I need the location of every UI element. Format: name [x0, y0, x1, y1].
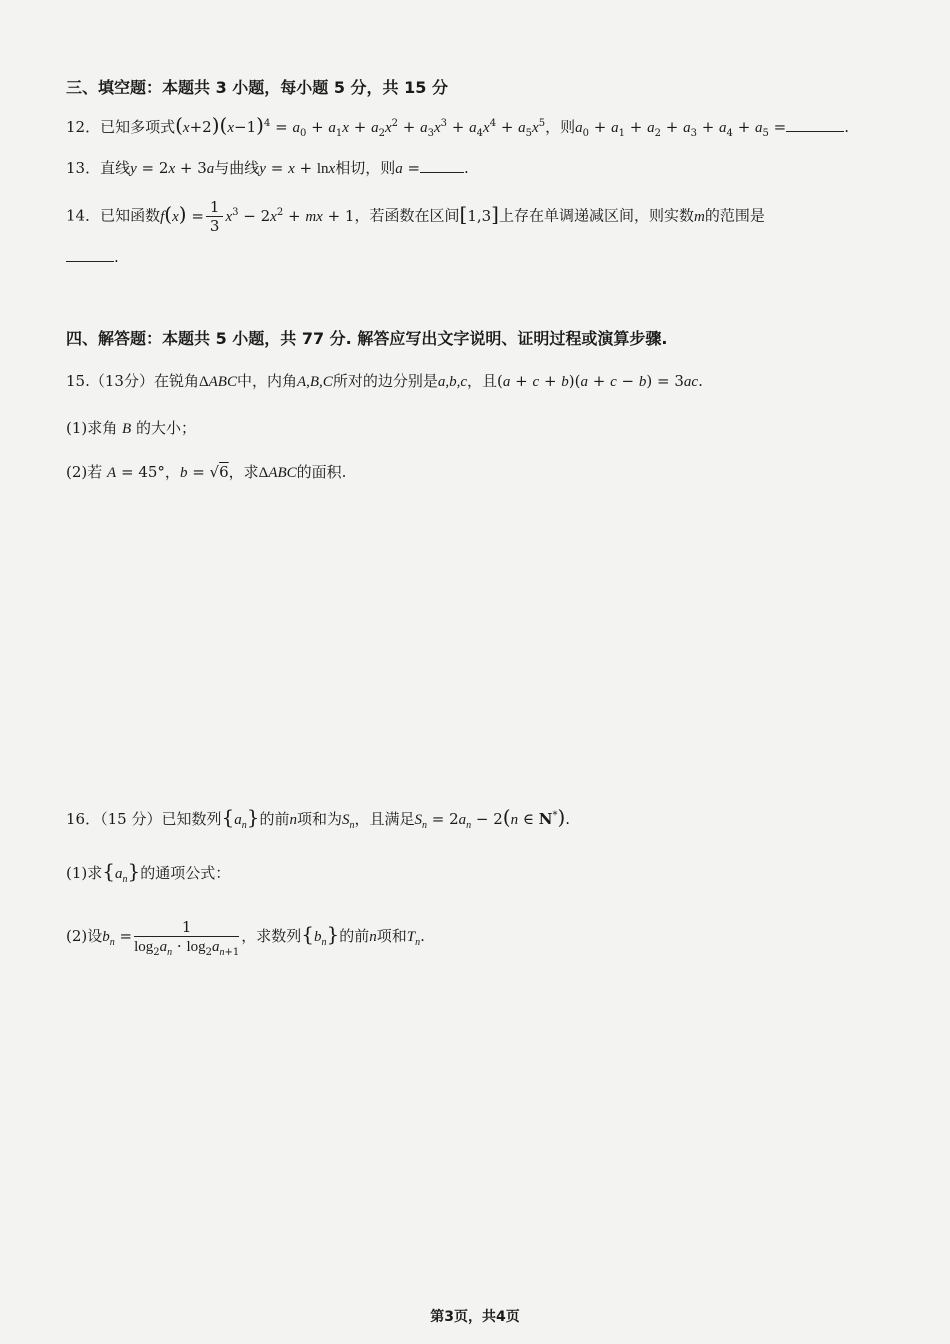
q14-end: . — [114, 248, 119, 266]
q15-lead: 在锐角 — [153, 372, 199, 390]
q16-p2-label: (2) — [66, 927, 88, 945]
q16-mid: 的前 — [259, 810, 290, 828]
question-16 — [66, 806, 570, 831]
q12-lead: 已知多项式 — [100, 118, 176, 136]
q14-answer-blank — [66, 247, 114, 262]
q13-end: . — [464, 159, 469, 177]
q13-tail: 相切，则 — [335, 159, 396, 177]
q15-mid2: 所对的边分别是 — [332, 372, 438, 390]
q15-p2-comma: ， — [164, 463, 180, 481]
q15-p2-label: (2) — [66, 463, 88, 481]
q13-var: a = — [395, 159, 421, 177]
q14-interval: [1,3] — [459, 201, 499, 226]
question-14 — [66, 198, 765, 235]
q13-curve-formula: y = x + lnx — [259, 159, 336, 177]
q16-p2-bn: $b_n$ = $\frac{1}{\log_2a_n \cdot \log_2a_{n+1}}$ — [102, 918, 240, 958]
question-16-part-1 — [66, 860, 230, 885]
q15-angles: A,B,C — [296, 374, 333, 390]
q16-p2-sequence: $\{b_n\}$ — [301, 922, 340, 948]
section-3-heading: 三、填空题：本题共 3 小题，每小题 5 分，共 15 分 — [66, 78, 448, 97]
q13-number: 13． — [66, 159, 101, 177]
q16-p2-mid2: 项和 — [376, 927, 407, 945]
question-14-answer-line — [66, 246, 119, 268]
q15-mid: 中，内角 — [236, 372, 297, 390]
q14-var: m — [694, 208, 705, 225]
q16-lead: 已知数列 — [161, 810, 222, 828]
q16-p2-mid: 的前 — [339, 927, 370, 945]
q14-function: f(x) = $\frac{1}{3}$ $x^3 - 2x^2$ + mx + 1 — [160, 198, 355, 235]
q16-p1-text: 求 — [87, 864, 103, 882]
q15-sides: a,b,c — [437, 374, 468, 390]
q16-sn: $S_n$ — [341, 812, 355, 831]
q12-end: . — [844, 118, 850, 136]
q14-tail: 上存在单调递减区间，则实数 — [498, 206, 694, 225]
q15-tail: ，且 — [467, 372, 498, 390]
q12-sum: $a_0 + a_1 + a_2 + a_3 + a_4 + a_5$ = — [575, 118, 787, 139]
q15-number: 15.（13分） — [66, 372, 154, 390]
q12-number: 12． — [66, 118, 101, 136]
question-15-part-2 — [66, 461, 346, 484]
q14-lead: 已知函数 — [100, 206, 161, 225]
q12-formula: $(x+2)(x-1)^4 = a_0 + a_1x + a_2x^2 + a_3x^3 + a_4x^4 + a_5x^5$ — [175, 113, 546, 139]
q15-p2-side: b = √6 — [179, 463, 229, 481]
q16-tail: ，且满足 — [354, 810, 415, 828]
q13-line-formula: y = 2x + 3a — [130, 159, 215, 177]
q16-p1-sequence: $\{a_n\}$ — [102, 859, 141, 885]
section-4-heading: 四、解答题：本题共 5 小题，共 77 分. 解答应写出文字说明、证明过程或演算步骤. — [66, 329, 668, 348]
q15-p1-label: (1) — [66, 419, 88, 437]
q15-p1-end: 的大小； — [136, 419, 197, 437]
q16-p2-n: n — [369, 929, 377, 945]
question-12 — [66, 114, 849, 139]
q14-mid: ，若函数在区间 — [354, 206, 460, 225]
q16-sequence: $\{a_n\}$ — [221, 805, 260, 831]
q13-lead: 直线 — [100, 159, 131, 177]
q16-condition: $S_n = 2a_n - 2(n$ ∈ N*). — [414, 805, 571, 831]
question-16-part-2 — [66, 918, 425, 956]
q15-p1-var: B — [122, 421, 132, 437]
q14-number: 14． — [66, 206, 101, 225]
q15-p2-end: 的面积. — [296, 463, 347, 481]
q15-p2-angle: A = 45° — [107, 463, 165, 481]
q16-p2-tn: $T_n$ — [406, 929, 421, 948]
q15-p2-triangle: ΔABC — [258, 465, 297, 481]
q15-p1-text: 求角 — [87, 419, 118, 437]
q16-p2-text: 设 — [87, 927, 103, 945]
q12-tail: ，则 — [545, 118, 576, 136]
q15-p2-tail: ，求 — [228, 463, 259, 481]
page-footer: 第3页，共4页 — [430, 1309, 520, 1325]
q16-n: n — [289, 812, 297, 828]
q16-p1-label: (1) — [66, 864, 88, 882]
q16-mid2: 项和为 — [296, 810, 342, 828]
question-15-part-1 — [66, 417, 196, 440]
question-13 — [66, 157, 469, 180]
q14-tail2: 的范围是 — [704, 206, 765, 225]
q13-mid: 与曲线 — [214, 159, 260, 177]
q16-p2-tail: ，求数列 — [241, 927, 302, 945]
question-15 — [66, 370, 703, 393]
q15-triangle: ΔABC — [198, 374, 237, 390]
q13-answer-blank — [420, 158, 464, 173]
q16-p2-end: . — [420, 927, 425, 945]
q12-answer-blank — [786, 117, 844, 132]
q15-condition: (a + c + b)(a + c − b) = 3ac. — [497, 372, 703, 390]
q16-p1-end: 的通项公式： — [140, 864, 231, 882]
q16-number: 16．（15 分） — [66, 810, 162, 828]
q15-p2-text: 若 — [87, 463, 103, 481]
